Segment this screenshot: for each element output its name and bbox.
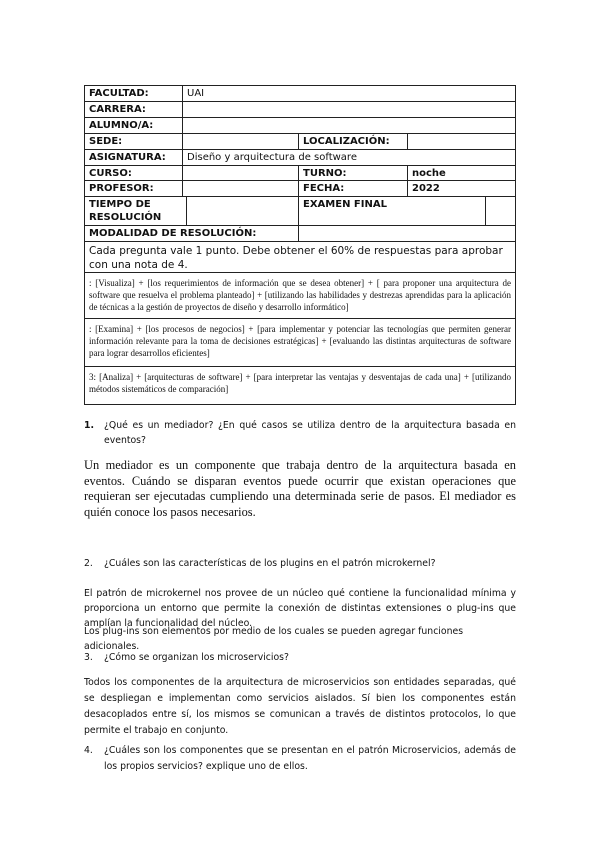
modalidad-value (298, 225, 516, 242)
sede-label: SEDE: (84, 133, 183, 150)
facultad-label: FACULTAD: (84, 85, 183, 102)
objetivo-3: 3: [Analiza] + [arquitecturas de software] + [para interpretar las ventajas y desventajas de cada una] + [utilizando métodos sistemáticos de comparación] (84, 366, 516, 405)
answer-1: Un mediador es un componente que trabaja dentro de la arquitectura basada en eventos. Cuándo se disparan eventos puede ocurrir que existan operaciones que requieran ser ejecutadas cumpliendo una determinada serie de pasos. El mediador es quién conoce los pasos necesarios. (84, 458, 516, 519)
alumno-label: ALUMNO/A: (84, 117, 183, 134)
curso-value (182, 165, 299, 181)
answer-2-continued: Los plug-ins son elementos por medio de los cuales se pueden agregar funciones adicionales. (84, 626, 464, 652)
examen-label: EXAMEN FINAL (298, 196, 486, 226)
question-text: ¿Cuáles son los componentes que se presentan en el patrón Microservicios, además de los propios servicios? explique uno de ellos. (104, 745, 516, 772)
question-4 (84, 743, 516, 775)
asignatura-value: Diseño y arquitectura de software (182, 149, 516, 166)
profesor-label: PROFESOR: (84, 180, 183, 197)
examen-value (485, 196, 516, 226)
question-2 (84, 556, 516, 571)
profesor-value (182, 180, 299, 197)
tiempo-value (186, 196, 299, 226)
curso-label: CURSO: (84, 165, 183, 181)
question-number: 2. (84, 558, 93, 569)
facultad-value: UAI (182, 85, 516, 102)
turno-label: TURNO: (298, 165, 408, 181)
answer-3: Todos los componentes de la arquitectura de microservicios son entidades separadas, qué se despliegan e implementan como servicios aislados. Sí bien los componentes están desacoplados entre sí, los mismos se comunican a través de distintos protocolos, lo que permite el trabajo en conjunto. (84, 677, 516, 736)
instrucciones: Cada pregunta vale 1 punto. Debe obtener el 60% de respuestas para aprobar con una nota de 4. (84, 241, 516, 273)
fecha-value: 2022 (407, 180, 516, 197)
modalidad-label: MODALIDAD DE RESOLUCIÓN: (84, 225, 299, 242)
question-number: 3. (84, 652, 93, 663)
sede-value (182, 133, 299, 150)
asignatura-label: ASIGNATURA: (84, 149, 183, 166)
question-3 (84, 650, 516, 665)
carrera-label: CARRERA: (84, 101, 183, 118)
localizacion-value (407, 133, 516, 150)
fecha-label: FECHA: (298, 180, 408, 197)
question-text: ¿Qué es un mediador? ¿En qué casos se utiliza dentro de la arquitectura basada en eventos? (104, 420, 516, 446)
localizacion-label: LOCALIZACIÓN: (298, 133, 408, 150)
question-text: ¿Cuáles son las características de los plugins en el patrón microkernel? (104, 558, 436, 569)
objetivo-1: : [Visualiza] + [los requerimientos de información que se desea obtener] + [ para proponer una arquitectura de software que resuelva el problema planteado] + [utilizando las habilidades y destrezas aprendidas para la aplicación de técnicas a la gestión de proyectos de diseño y desarrollo informático] (84, 272, 516, 319)
turno-value: noche (407, 165, 516, 181)
carrera-value (182, 101, 516, 118)
question-number: 1. (84, 420, 95, 431)
question-1 (84, 418, 516, 448)
tiempo-label: TIEMPO DE RESOLUCIÓN (84, 196, 187, 226)
alumno-value (182, 117, 516, 134)
question-text: ¿Cómo se organizan los microservicios? (104, 652, 289, 663)
objetivo-2: : [Examina] + [los procesos de negocios] + [para implementar y potenciar las tecnologías que permiten generar información relevante para la toma de decisiones estratégicas] + [evaluando las distintas arquitecturas de software para lograr desarrollos eficientes] (84, 318, 516, 367)
answer-2: El patrón de microkernel nos provee de un núcleo qué contiene la funcionalidad mínima y proporciona un entorno que permite la conexión de distintas extensiones o plug-ins que amplían la funcionalidad del núcleo. (84, 588, 516, 629)
question-number: 4. (84, 745, 93, 756)
